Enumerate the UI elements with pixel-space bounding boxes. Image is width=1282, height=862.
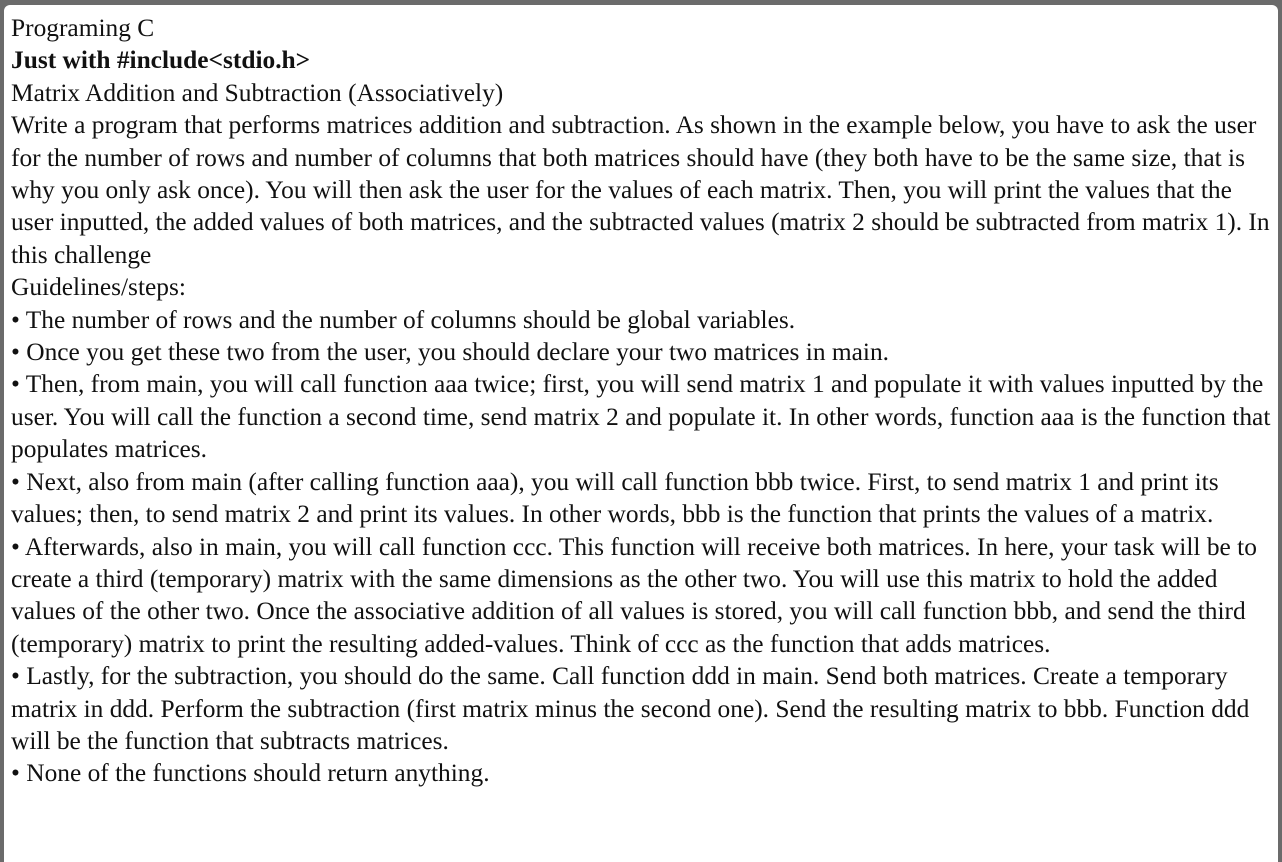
bullet-item (11, 368, 1275, 465)
bullet-item (11, 757, 1275, 789)
bullet-icon: • (11, 467, 20, 496)
bullet-icon: • (11, 662, 20, 691)
bullet-text: Afterwards, also in main, you will call function ccc. This function will receive both matrices. In here, your task will be to create a third (temporary) matrix with the same dimensions as the other two. You will use this matrix to hold the added values of the other two. Once the associative addition of all values is stored, you will call function bbb, and send the third (temporary) matrix to print the resulting added-values. Think of ccc as the function that adds matrices. (11, 532, 1257, 658)
section-heading: Matrix Addition and Subtraction (Associatively) (11, 78, 504, 107)
bullet-text: Next, also from main (after calling function aaa), you will call function bbb twice. First, to send matrix 1 and print its values; then, to send matrix 2 and print its values. In other words, bbb is the function that prints the values of a matrix. (11, 467, 1219, 529)
bullet-icon: • (11, 370, 20, 399)
bullet-item (11, 531, 1275, 661)
bullet-item (11, 466, 1275, 531)
bullet-icon: • (11, 305, 20, 334)
document-subtitle: Just with #include<stdio.h> (11, 46, 311, 75)
bullet-item (11, 336, 1275, 368)
document-title: Programing C (11, 14, 155, 42)
bullet-text: None of the functions should return anything. (26, 759, 490, 788)
guidelines-label: Guidelines/steps: (11, 273, 186, 302)
document-page (4, 5, 1278, 862)
bullet-icon: • (11, 532, 20, 561)
intro-paragraph: Write a program that performs matrices addition and subtraction. As shown in the example below, you have to ask the user for the number of rows and number of columns that both matrices should have (they both have to be the same size, that is why you only ask once). You will then ask the user for the values of each matrix. Then, you will print the values that the user inputted, the added values of both matrices, and the subtracted values (matrix 2 should be subtracted from matrix 1). In this challenge (11, 111, 1270, 269)
bullet-icon: • (11, 338, 20, 367)
bullet-text: The number of rows and the number of columns should be global variables. (25, 305, 796, 334)
bullet-text: Once you get these two from the user, you should declare your two matrices in main. (26, 338, 889, 367)
bullet-icon: • (11, 759, 20, 788)
bullet-item (11, 304, 1275, 336)
bullet-item (11, 660, 1275, 757)
bullet-text: Then, from main, you will call function aaa twice; first, you will send matrix 1 and populate it with values inputted by the user. You will call the function a second time, send matrix 2 and populate it. In other words, function aaa is the function that populates matrices. (11, 370, 1271, 464)
bullet-text: Lastly, for the subtraction, you should do the same. Call function ddd in main. Send both matrices. Create a temporary matrix in ddd. Perform the subtraction (first matrix minus the second one). Send the resulting matrix to bbb. Function ddd will be the function that subtracts matrices. (11, 662, 1250, 755)
